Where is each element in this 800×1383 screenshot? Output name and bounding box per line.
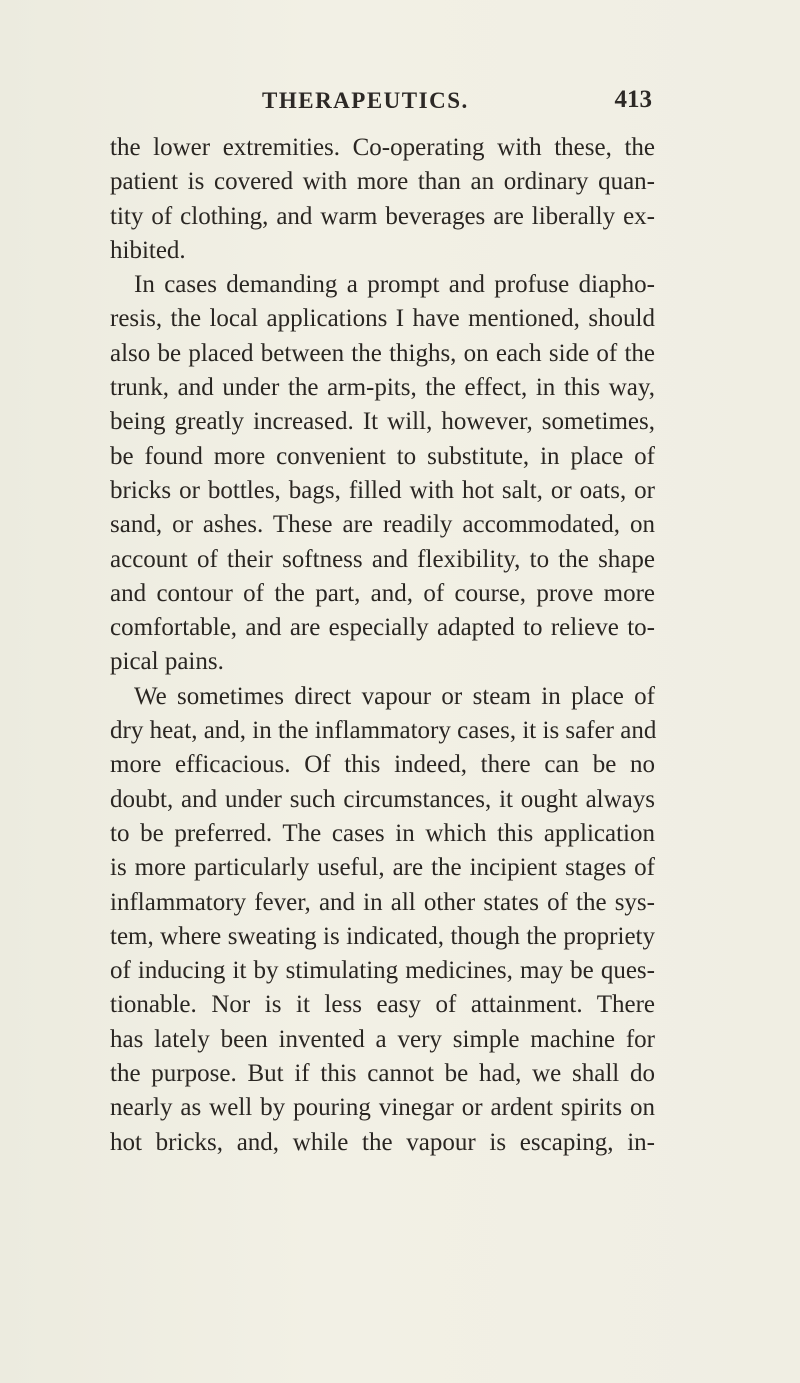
- running-title: THERAPEUTICS.: [262, 88, 469, 113]
- text-line: of inducing it by stimulating medicines, may be ques-: [110, 957, 655, 985]
- text-line: being greatly increased. It will, however, sometimes,: [110, 408, 655, 436]
- text-line: to be preferred. The cases in which this application: [110, 819, 655, 847]
- text-line: sand, or ashes. These are readily accommodated, on: [110, 511, 655, 539]
- text-line: is more particularly useful, are the incipient stages of: [110, 854, 655, 882]
- page-number: 413: [614, 86, 652, 113]
- text-line: comfortable, and are especially adapted to relieve to-: [110, 614, 655, 642]
- text-line: be found more convenient to substitute, in place of: [110, 442, 655, 470]
- text-line: and contour of the part, and, of course, prove more: [110, 579, 655, 607]
- text-line: In cases demanding a prompt and profuse diapho-: [134, 271, 655, 299]
- text-line: inflammatory fever, and in all other states of the sys-: [110, 888, 655, 916]
- text-line: We sometimes direct vapour or steam in place of: [134, 682, 655, 710]
- text-line: has lately been invented a very simple machine for: [110, 1025, 655, 1053]
- text-line: bricks or bottles, bags, filled with hot salt, or oats, or: [110, 476, 655, 504]
- text-line: pical pains.: [110, 648, 224, 676]
- text-line: patient is covered with more than an ordinary quan-: [110, 168, 655, 196]
- text-line: hibited.: [110, 236, 186, 264]
- text-line: more efficacious. Of this indeed, there can be no: [110, 751, 655, 779]
- text-line: dry heat, and, in the inflammatory cases, it is safer and: [110, 717, 657, 745]
- text-line: tem, where sweating is indicated, though the propriety: [110, 922, 655, 950]
- text-line: account of their softness and flexibility, to the shape: [110, 545, 655, 573]
- text-line: resis, the local applications I have mentioned, should: [110, 305, 655, 333]
- text-line: the lower extremities. Co-operating with these, the: [110, 134, 655, 161]
- body-text: [110, 131, 655, 1160]
- text-line: nearly as well by pouring vinegar or ardent spirits on: [110, 1094, 655, 1122]
- text-line: tionable. Nor is it less easy of attainment. There: [110, 991, 655, 1019]
- text-line: doubt, and under such circumstances, it ought always: [110, 785, 655, 813]
- text-line: hot bricks, and, while the vapour is escaping, in-: [110, 1128, 655, 1156]
- text-line: the purpose. But if this cannot be had, we shall do: [110, 1060, 655, 1088]
- text-line: also be placed between the thighs, on each side of the: [110, 339, 655, 367]
- text-line: trunk, and under the arm-pits, the effect, in this way,: [110, 374, 655, 402]
- text-line: tity of clothing, and warm beverages are liberally ex-: [110, 202, 655, 230]
- page-header: [262, 88, 652, 122]
